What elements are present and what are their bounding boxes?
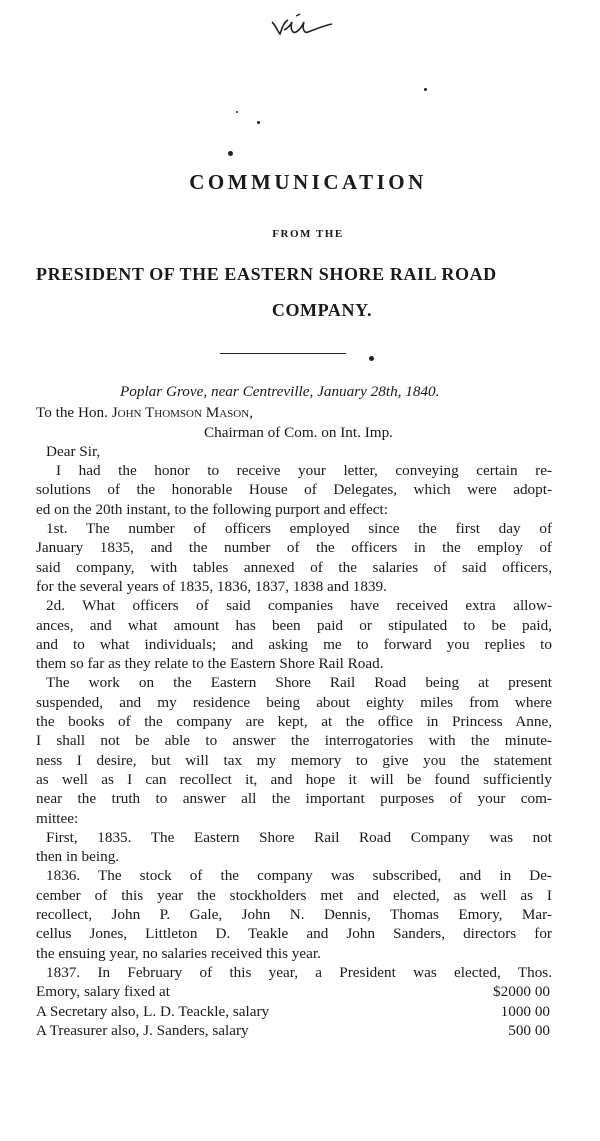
paragraph-line: them so far as they relate to the Eastern Shore Rail Road. (36, 655, 384, 673)
paragraph-line: as well as I can recollect it, and hope it will be found sufficiently (36, 770, 552, 788)
paragraph-line: mittee: (36, 809, 79, 827)
paragraph-line: ed on the 20th instant, to the following purport and effect: (36, 500, 388, 518)
paragraph-line: ness I desire, but will tax my memory to give you the statement (36, 751, 552, 769)
paragraph-line: then in being. (36, 848, 120, 866)
salary-amount: 500 00 (508, 1021, 550, 1039)
paragraph-line: for the several years of 1835, 1836, 1837, 1838 and 1839. (36, 577, 387, 595)
ink-speck (236, 111, 238, 113)
salary-label: A Secretary also, L. D. Teackle, salary (36, 1002, 270, 1020)
ink-speck (228, 151, 233, 156)
paragraph-line: I shall not be able to answer the interrogatories with the minute- (36, 732, 552, 750)
salary-label: A Treasurer also, J. Sanders, salary (36, 1021, 249, 1039)
paragraph-line: First, 1835. The Eastern Shore Rail Road Company was not (46, 828, 552, 846)
paragraph-line: The work on the Eastern Shore Rail Road being at present (46, 674, 552, 692)
paragraph-line: the ensuing year, no salaries received this year. (36, 944, 321, 962)
salary-row (36, 1021, 552, 1040)
paragraph-line: suspended, and my residence being about eighty miles from where (36, 693, 552, 711)
document-title: COMMUNICATION (189, 170, 427, 194)
addressee-line: To the Hon. John Thomson Mason, (36, 404, 253, 422)
ink-speck (257, 121, 260, 124)
paragraph-line: the books of the company are kept, at the office in Princess Anne, (36, 713, 552, 731)
paragraph-line: I had the honor to receive your letter, conveying certain re- (56, 462, 552, 480)
salutation: Dear Sir, (46, 442, 101, 460)
salary-label: Emory, salary fixed at (36, 983, 170, 1001)
paragraph-line: solutions of the honorable House of Delegates, which were adopt- (36, 481, 552, 499)
letter-body (36, 382, 552, 1040)
paragraph-line: near the truth to answer all the important purposes of your com- (36, 790, 552, 808)
paragraph-line: cellus Jones, Littleton D. Teakle and John Sanders, directors for (36, 925, 552, 943)
salary-row (36, 1002, 552, 1021)
salary-amount: $2000 00 (493, 983, 550, 1001)
paragraph-line: 1st. The number of officers employed since the first day of (46, 520, 552, 538)
paragraph-line: 2d. What officers of said companies have received extra allow- (46, 597, 552, 615)
divider-rule (220, 353, 346, 354)
dateline: Poplar Grove, near Centreville, January 28th, 1840. (120, 383, 440, 400)
paragraph-line: and to what individuals; and asking me to forward you replies to (36, 635, 552, 653)
paragraph-line: 1837. In February of this year, a President was elected, Thos. (46, 963, 552, 981)
president-heading: PRESIDENT OF THE EASTERN SHORE RAIL ROAD (36, 264, 497, 284)
company-heading: COMPANY. (271, 300, 373, 320)
ink-speck (369, 356, 374, 361)
handwritten-mark (270, 12, 340, 40)
paragraph-line: 1836. The stock of the company was subscribed, and in De- (46, 867, 552, 885)
paragraph-line: January 1835, and the number of the officers in the employ of (36, 539, 552, 557)
salary-row (36, 982, 552, 1001)
paragraph-line: ances, and what amount has been paid or stipulated to be paid, (36, 616, 552, 634)
paragraph-line: said company, with tables annexed of the salaries of said officers, (36, 558, 552, 576)
paragraph-line: cember of this year the stockholders met and elected, as well as I (36, 886, 552, 904)
from-line: FROM THE (272, 228, 344, 240)
addressee-title: Chairman of Com. on Int. Imp. (204, 423, 393, 441)
ink-speck (424, 88, 427, 91)
paragraph-line: recollect, John P. Gale, John N. Dennis, Thomas Emory, Mar- (36, 906, 552, 924)
salary-amount: 1000 00 (500, 1002, 550, 1020)
